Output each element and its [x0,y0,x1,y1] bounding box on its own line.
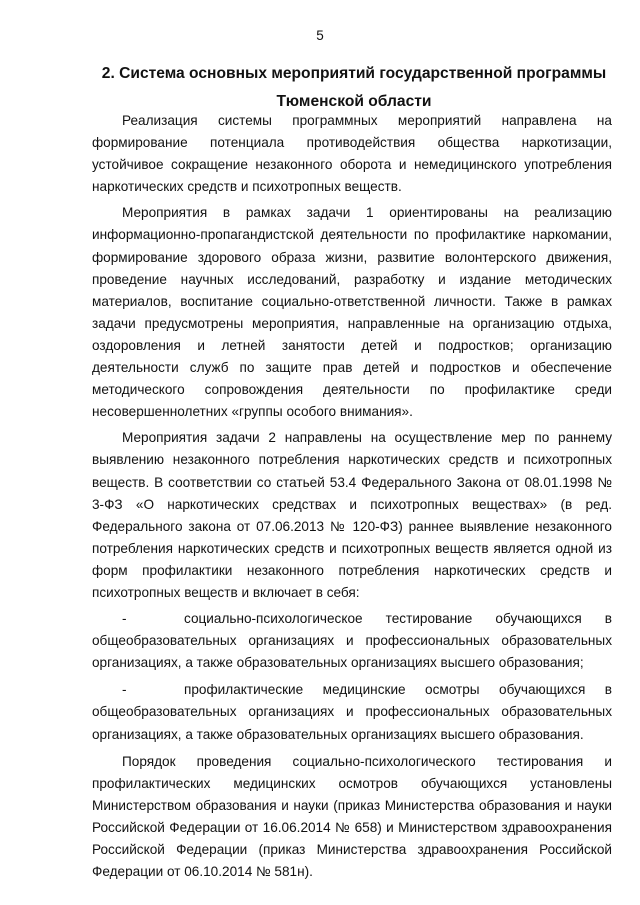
list-item [92,608,612,674]
heading-line-1: 2. Система основных мероприятий государственной программы [101,65,607,82]
list-item-text: профилактические медицинские осмотры обучающихся в общеобразовательных организациях и профессиональных образовательных организациях, а также образовательных организациях высшего образования. [92,682,612,742]
list-marker: - [122,682,127,698]
section-heading [92,60,616,116]
paragraph: Мероприятия задачи 2 направлены на осуществление мер по раннему выявлению незаконного потребления наркотических средств и психотропных веществ. В соответствии со статьей 53.4 Федерального Закона от 08.01.1998 № 3-ФЗ «О наркотических средствах и психотропных веществах» (в ред. Федерального закона от 07.06.2013 № 120-ФЗ) раннее выявление незаконного потребления наркотических средств и психотропных веществ является одной из форм профилактики незаконного потребления наркотических средств и психотропных веществ и включает в себя: [92,430,612,600]
paragraph: Реализация системы программных мероприятий направлена на формирование потенциала противодействия общества наркотизации, устойчивое сокращение незаконного оборота и немедицинского употребления наркотических средств и психотропных веществ. [92,113,612,195]
list-marker: - [122,611,127,627]
page-number: 5 [316,28,324,43]
document-body [92,110,612,887]
heading-line-2: Тюменской области [276,93,432,110]
paragraph: Порядок проведения социально-психологического тестирования и профилактических медицинских осмотров обучающихся установлены Министерством образования и науки (приказ Министерства образования и науки Российской Федерации от 16.06.2014 № 658) и Министерством здравоохранения Российской Федерации (приказ Министерства здравоохранения Российской Федерации от 06.10.2014 № 581н). [92,753,612,880]
list-item [92,679,612,745]
paragraph: Мероприятия в рамках задачи 1 ориентированы на реализацию информационно-пропагандистской деятельности по профилактике наркомании, формирование здорового образа жизни, развитие волонтерского движения, проведение научных исследований, разработку и издание методических материалов, воспитание социально-ответственной личности. Также в рамках задачи предусмотрены мероприятия, направленные на организацию отдыха, оздоровления и летней занятости детей и подростков; организацию деятельности служб по защите прав детей и подростков и обеспечение методического сопровождения деятельности по профилактике среди несовершеннолетних «группы особого внимания». [92,205,612,420]
list-item-text: социально-психологическое тестирование обучающихся в общеобразовательных организациях и профессиональных образовательных организациях, а также образовательных организациях высшего образования; [92,611,612,671]
